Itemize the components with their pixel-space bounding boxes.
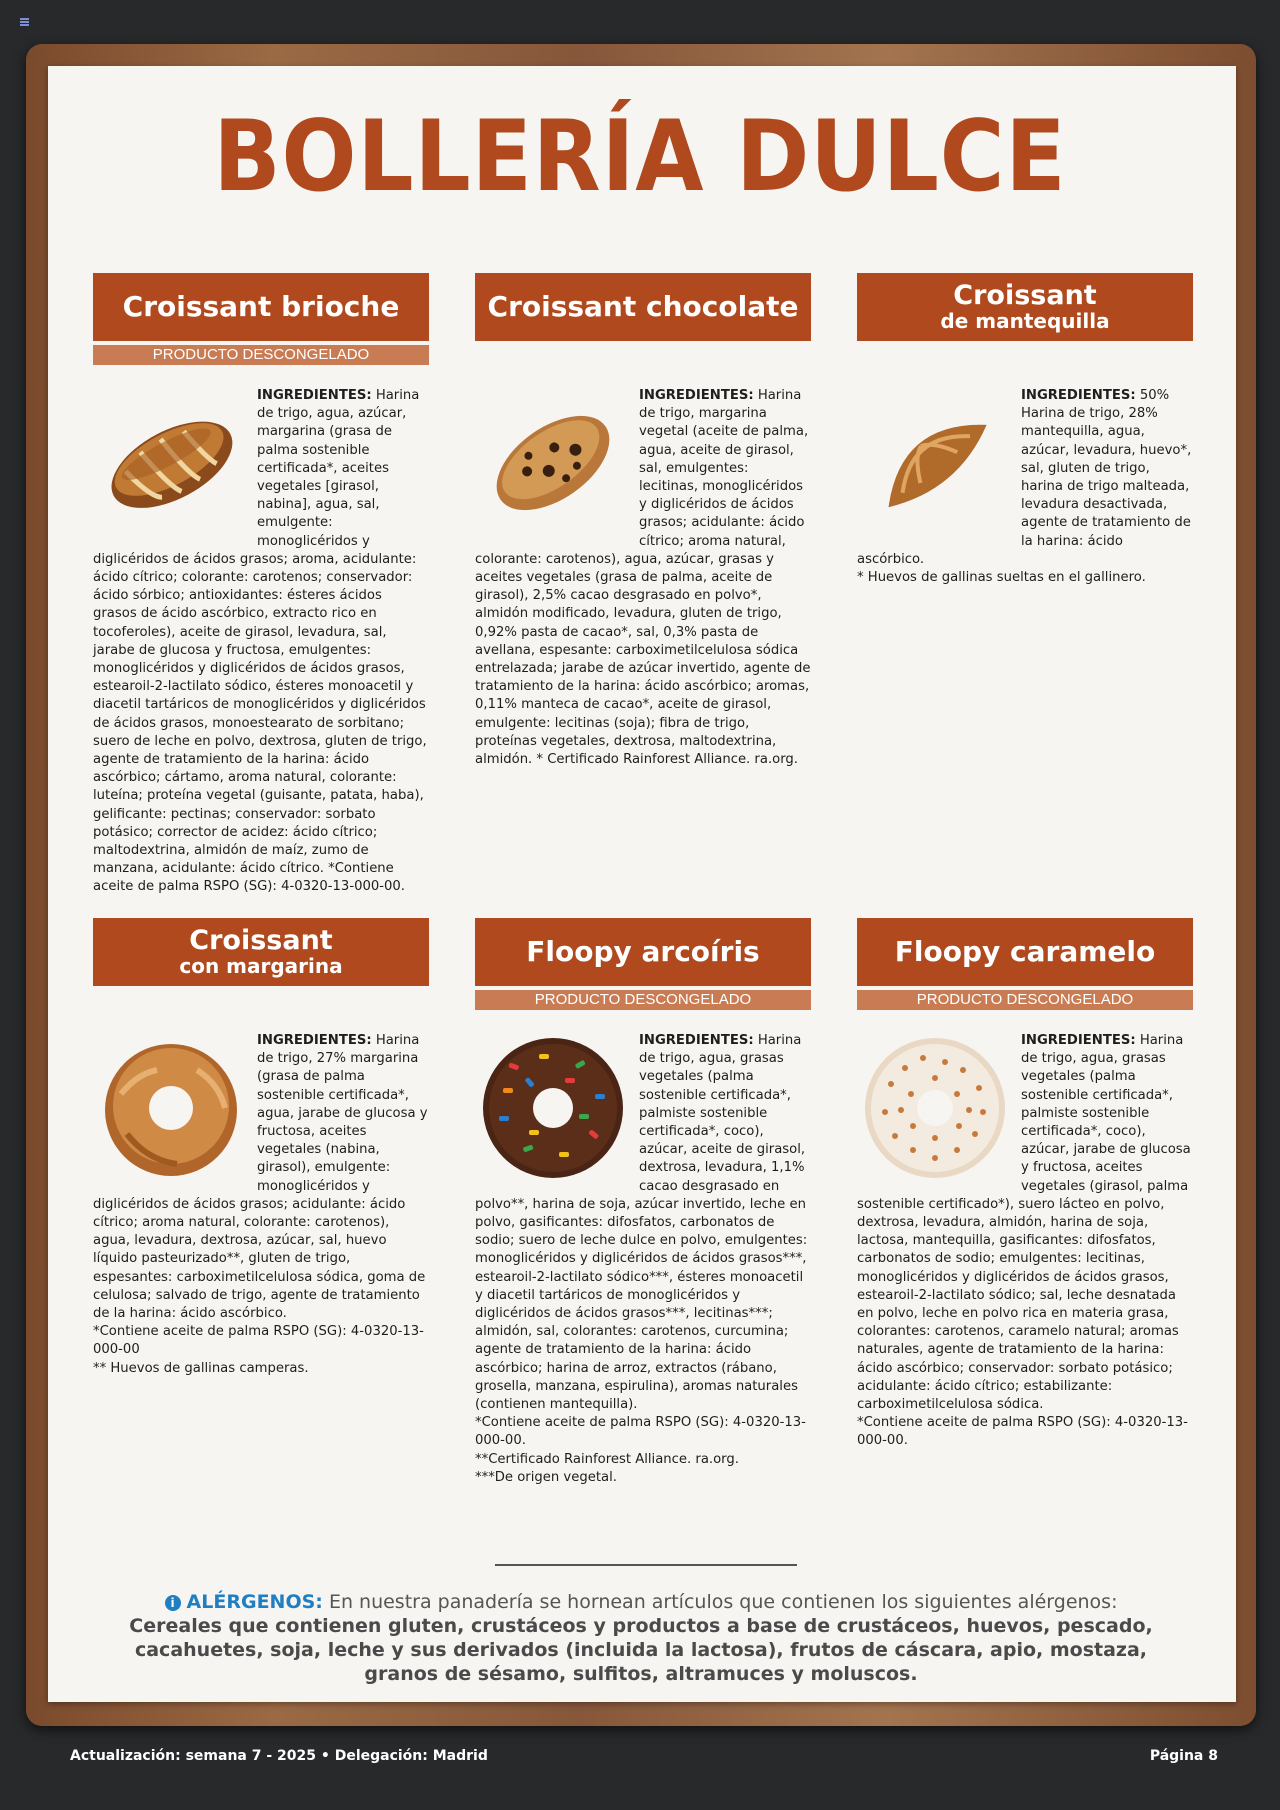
footnote: *Contiene aceite de palma RSPO (SG): 4-0320-13-000-00. xyxy=(475,1415,806,1449)
product-name: Croissant brioche xyxy=(122,290,400,323)
floopy-caramelo-image xyxy=(861,1034,1009,1182)
status-badge: PRODUCTO DESCONGELADO xyxy=(475,990,811,1010)
ingredients-text: Harina de trigo, 27% margarina (grasa de palma sostenible certificada*, agua, jarabe de glucosa y fructosa, aceites vegetales (nabina, girasol), emulgente: monoglicéridos y diglicéridos de ácidos grasos; acidulante: ácido cítrico; aroma natural, colorante: carotenos), agua, levadura, dextrosa, azúcar, sal, huevo líquido pasteurizado**, gluten de trigo, espesantes: carboximetilcelulosa sódica, goma de celulosa; salvado de trigo, agente de tratamiento de la harina: ácido ascórbico. xyxy=(93,1033,428,1322)
ingredients-label: INGREDIENTES: xyxy=(1021,1033,1136,1048)
product-name-line2: de mantequilla xyxy=(940,309,1110,333)
ingredients-text: Harina de trigo, agua, azúcar, margarina (grasa de palma sostenible certificada*, aceites vegetales [girasol, nabina], agua, sal, emulgente: monoglicéridos y diglicéridos de ácidos grasos; aroma, acidulante: ácido cítrico; colorante: carotenos; conservador: ácido sórbico; antioxidantes: ésteres ácidos grasos de ácido ascórbico, extracto rico en tocoferoles), aceite de girasol, levadura, sal, jarabe de glucosa y fructosa, emulgentes: monoglicéridos y diglicéridos de ácidos grasos, estearoil-2-lactilato sódico, ésteres monoacetil y diacetil tartáricos de monoglicéridos y diglicéridos de ácidos grasos, monoestearato de sorbitano; suero de leche en polvo, dextrosa, gluten de trigo, agente de tratamiento de la harina: ácido ascórbico; cártamo, aroma natural, colorante: luteína; proteína vegetal (guisante, patata, haba), gelificante: pectinas; conservador: sorbato potásico; corrector de acidez: ácido cítrico; maltodextrina, almidón de maíz, zumo de manzana, acidulante: ácido cítrico. *Contiene aceite de palma RSPO (SG): 4-0320-13-000-00. xyxy=(93,388,427,895)
allergens-notice xyxy=(126,1590,1156,1686)
menu-icon[interactable] xyxy=(20,18,29,26)
product-card-croissant-margarina xyxy=(93,918,429,1378)
status-badge: PRODUCTO DESCONGELADO xyxy=(857,990,1193,1010)
allergens-intro: En nuestra panadería se hornean artículos que contienen los siguientes alérgenos: xyxy=(328,1591,1118,1613)
ingredients-label: INGREDIENTES: xyxy=(257,388,372,403)
ingredients-label: INGREDIENTES: xyxy=(639,1033,754,1048)
allergens-list: Cereales que contienen gluten, crustáceos y productos a base de crustáceos, huevos, pescado, cacahuetes, soja, leche y sus derivados (incluida la lactosa), frutos de cáscara, apio, mostaza, granos de sésamo, sulfitos, altramuces y moluscos. xyxy=(129,1615,1153,1685)
footnote: * Huevos de gallinas sueltas en el gallinero. xyxy=(857,570,1146,586)
product-name: Floopy arcoíris xyxy=(526,935,760,968)
footnote: *Contiene aceite de palma RSPO (SG): 4-0320-13-000-00. xyxy=(857,1415,1188,1449)
product-name: Floopy caramelo xyxy=(894,935,1156,968)
footnote: *Contiene aceite de palma RSPO (SG): 4-0320-13-000-00 xyxy=(93,1324,424,1358)
product-banner xyxy=(475,273,811,341)
ingredients-block xyxy=(475,387,811,769)
allergens-label: ALÉRGENOS: xyxy=(186,1591,323,1613)
product-name: Croissant xyxy=(189,925,333,956)
product-banner xyxy=(93,273,429,341)
product-card-croissant-mantequilla xyxy=(857,273,1193,587)
ingredients-label: INGREDIENTES: xyxy=(1021,388,1136,403)
page-number: Página 8 xyxy=(1149,1748,1218,1764)
ingredients-text: 50% Harina de trigo, 28% mantequilla, agua, azúcar, levadura, huevo*, sal, gluten de trigo, harina de trigo malteada, levadura desactivada, agente de tratamiento de la harina: ácido ascórbico. xyxy=(857,388,1192,567)
footer-update-info: Actualización: semana 7 - 2025 • Delegación: Madrid xyxy=(70,1748,488,1764)
ingredients-block xyxy=(93,1032,429,1378)
product-name: Croissant chocolate xyxy=(487,290,799,323)
croissant-brioche-image xyxy=(97,389,245,537)
ingredients-block xyxy=(93,387,429,897)
ingredients-label: INGREDIENTES: xyxy=(257,1033,372,1048)
product-card-floopy-arcoiris xyxy=(475,918,811,1487)
product-banner xyxy=(857,273,1193,341)
ingredients-block xyxy=(475,1032,811,1487)
ingredients-text: Harina de trigo, agua, grasas vegetales (palma sostenible certificada*, palmiste sostenible certificada*, coco), azúcar, jarabe de glucosa y fructosa, aceites vegetales (girasol, palma sostenible certificado*), suero lácteo en polvo, dextrosa, levadura, almidón, harina de soja, lactosa, mantequilla, gasificantes: difosfatos, carbonatos de sodio; emulgentes: lecitinas, monoglicéridos y diglicéridos de ácidos grasos, estearoil-2-lactilato sódico; sal, leche desnatada en polvo, leche en polvo rica en materia grasa, colorantes: carotenos, caramelo natural; aromas naturales, agente de tratamiento de la harina: ácido ascórbico; conservador: sorbato potásico; acidulante: ácido cítrico; estabilizante: carboximetilcelulosa sódica. xyxy=(857,1033,1191,1413)
footnote: **Certificado Rainforest Alliance. ra.org. xyxy=(475,1451,739,1467)
ingredients-block xyxy=(857,387,1193,587)
page-title: BOLLERÍA DULCE xyxy=(213,100,1067,214)
product-card-croissant-chocolate xyxy=(475,273,811,769)
divider xyxy=(495,1564,797,1566)
product-card-floopy-caramelo xyxy=(857,918,1193,1451)
status-badge: PRODUCTO DESCONGELADO xyxy=(93,345,429,365)
product-banner xyxy=(857,918,1193,986)
ingredients-text: Harina de trigo, agua, grasas vegetales (palma sostenible certificada*, palmiste sostenible certificada*, coco), azúcar, aceite de girasol, dextrosa, levadura, 1,1% cacao desgrasado en polvo**, harina de soja, azúcar invertido, leche en polvo, gasificantes: difosfatos, carbonatos de sodio; suero de leche dulce en polvo, emulgentes: monoglicéridos y diglicéridos de ácidos grasos***, estearoil-2-lactilato sódico***, ésteres monoacetil y diacetil tartáricos de monoglicéridos y diglicéridos de ácidos grasos***, lecitinas***; almidón, sal, colorantes: carotenos, curcumina; agente de tratamiento de la harina: ácido ascórbico; harina de arroz, extractos (rábano, grosella, manzana, espirulina), aromas naturales (contienen mantequilla). xyxy=(475,1033,808,1413)
floopy-arcoiris-image xyxy=(479,1034,627,1182)
product-banner xyxy=(93,918,429,986)
product-banner xyxy=(475,918,811,986)
product-card-croissant-brioche xyxy=(93,273,429,897)
footnote: ***De origen vegetal. xyxy=(475,1469,617,1485)
croissant-chocolate-image xyxy=(479,389,627,537)
info-icon: i xyxy=(165,1595,181,1611)
footnote: ** Huevos de gallinas camperas. xyxy=(93,1360,309,1376)
product-name: Croissant xyxy=(953,280,1097,311)
croissant-margarina-image xyxy=(97,1034,245,1182)
ingredients-label: INGREDIENTES: xyxy=(639,388,754,403)
ingredients-block xyxy=(857,1032,1193,1451)
ingredients-text: Harina de trigo, margarina vegetal (aceite de palma, agua, aceite de girasol, sal, emulgentes: lecitinas, monoglicéridos y diglicéridos de ácidos grasos; acidulante: ácido cítrico; aroma natural, colorante: carotenos), agua, azúcar, grasas y aceites vegetales (grasa de palma, aceite de girasol), 2,5% cacao desgrasado en polvo*, almidón modificado, levadura, gluten de trigo, 0,92% pasta de cacao*, sal, 0,3% pasta de avellana, espesante: carboximetilcelulosa sódica entrelazada; jarabe de azúcar invertido, agente de tratamiento de la harina: ácido ascórbico; aromas, 0,11% manteca de cacao*, aceite de girasol, emulgente: lecitinas (soja); fibra de trigo, proteínas vegetales, dextrosa, maltodextrina, almidón. * Certificado Rainforest Alliance. ra.org. xyxy=(475,388,811,768)
product-name-line2: con margarina xyxy=(179,954,343,978)
croissant-mantequilla-image xyxy=(861,389,1009,537)
